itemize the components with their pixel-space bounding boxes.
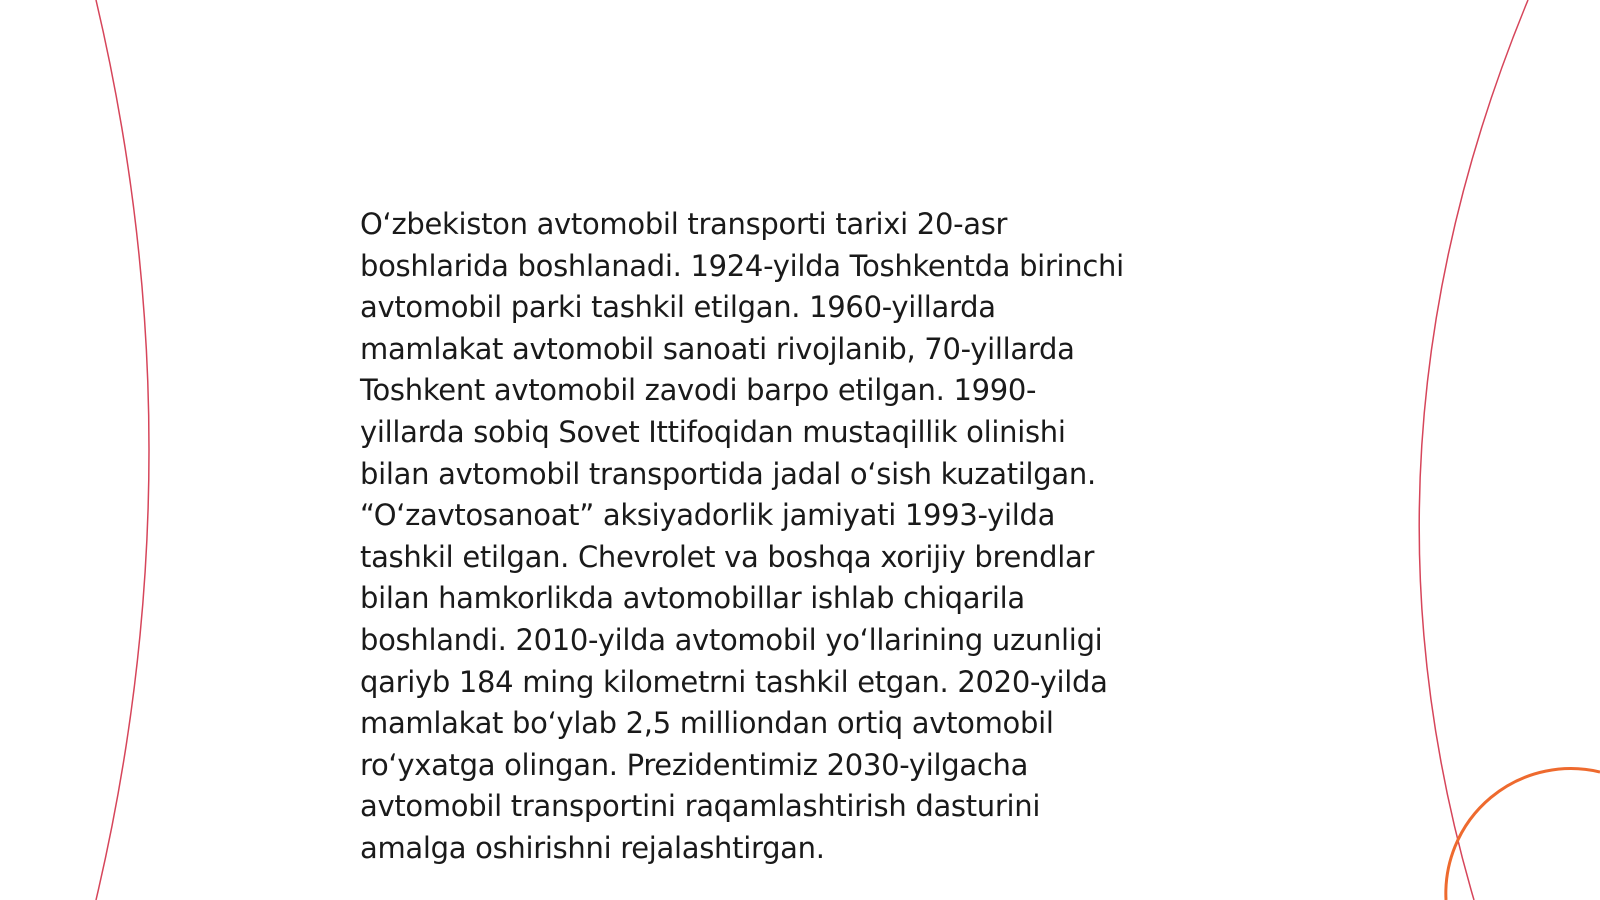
body-paragraph: O‘zbekiston avtomobil transporti tarixi 20-asr boshlarida boshlanadi. 1924-yilda Toshkentda birinchi avtomobil parki tashkil etilgan. 1960-yillarda mamlakat avtomobil sanoati rivojlanib, 70-yillarda Toshkent avtomobil zavodi barpo etilgan. 1990- yillarda sobiq Sovet Ittifoqidan mustaqillik olinishi bilan avtomobil transportida jadal o‘sish kuzatilgan. “O‘zavtosanoat” aksiyadorlik jamiyati 1993-yilda tashkil etilgan. Chevrolet va boshqa xorijiy brendlar bilan hamkorlikda avtomobillar ishlab chiqarila boshlandi. 2010-yilda avtomobil yo‘llarining uzunligi qariyb 184 ming kilometrni tashkil etgan. 2020-yilda mamlakat bo‘ylab 2,5 milliondan ortiq avtomobil ro‘yxatga olingan. Prezidentimiz 2030-yilgacha avtomobil transportini raqamlashtirish dasturini amalga oshirishni rejalashtirgan. xyxy=(360,207,1124,865)
left-arc-line xyxy=(96,0,149,900)
right-arc-line xyxy=(1419,0,1528,900)
